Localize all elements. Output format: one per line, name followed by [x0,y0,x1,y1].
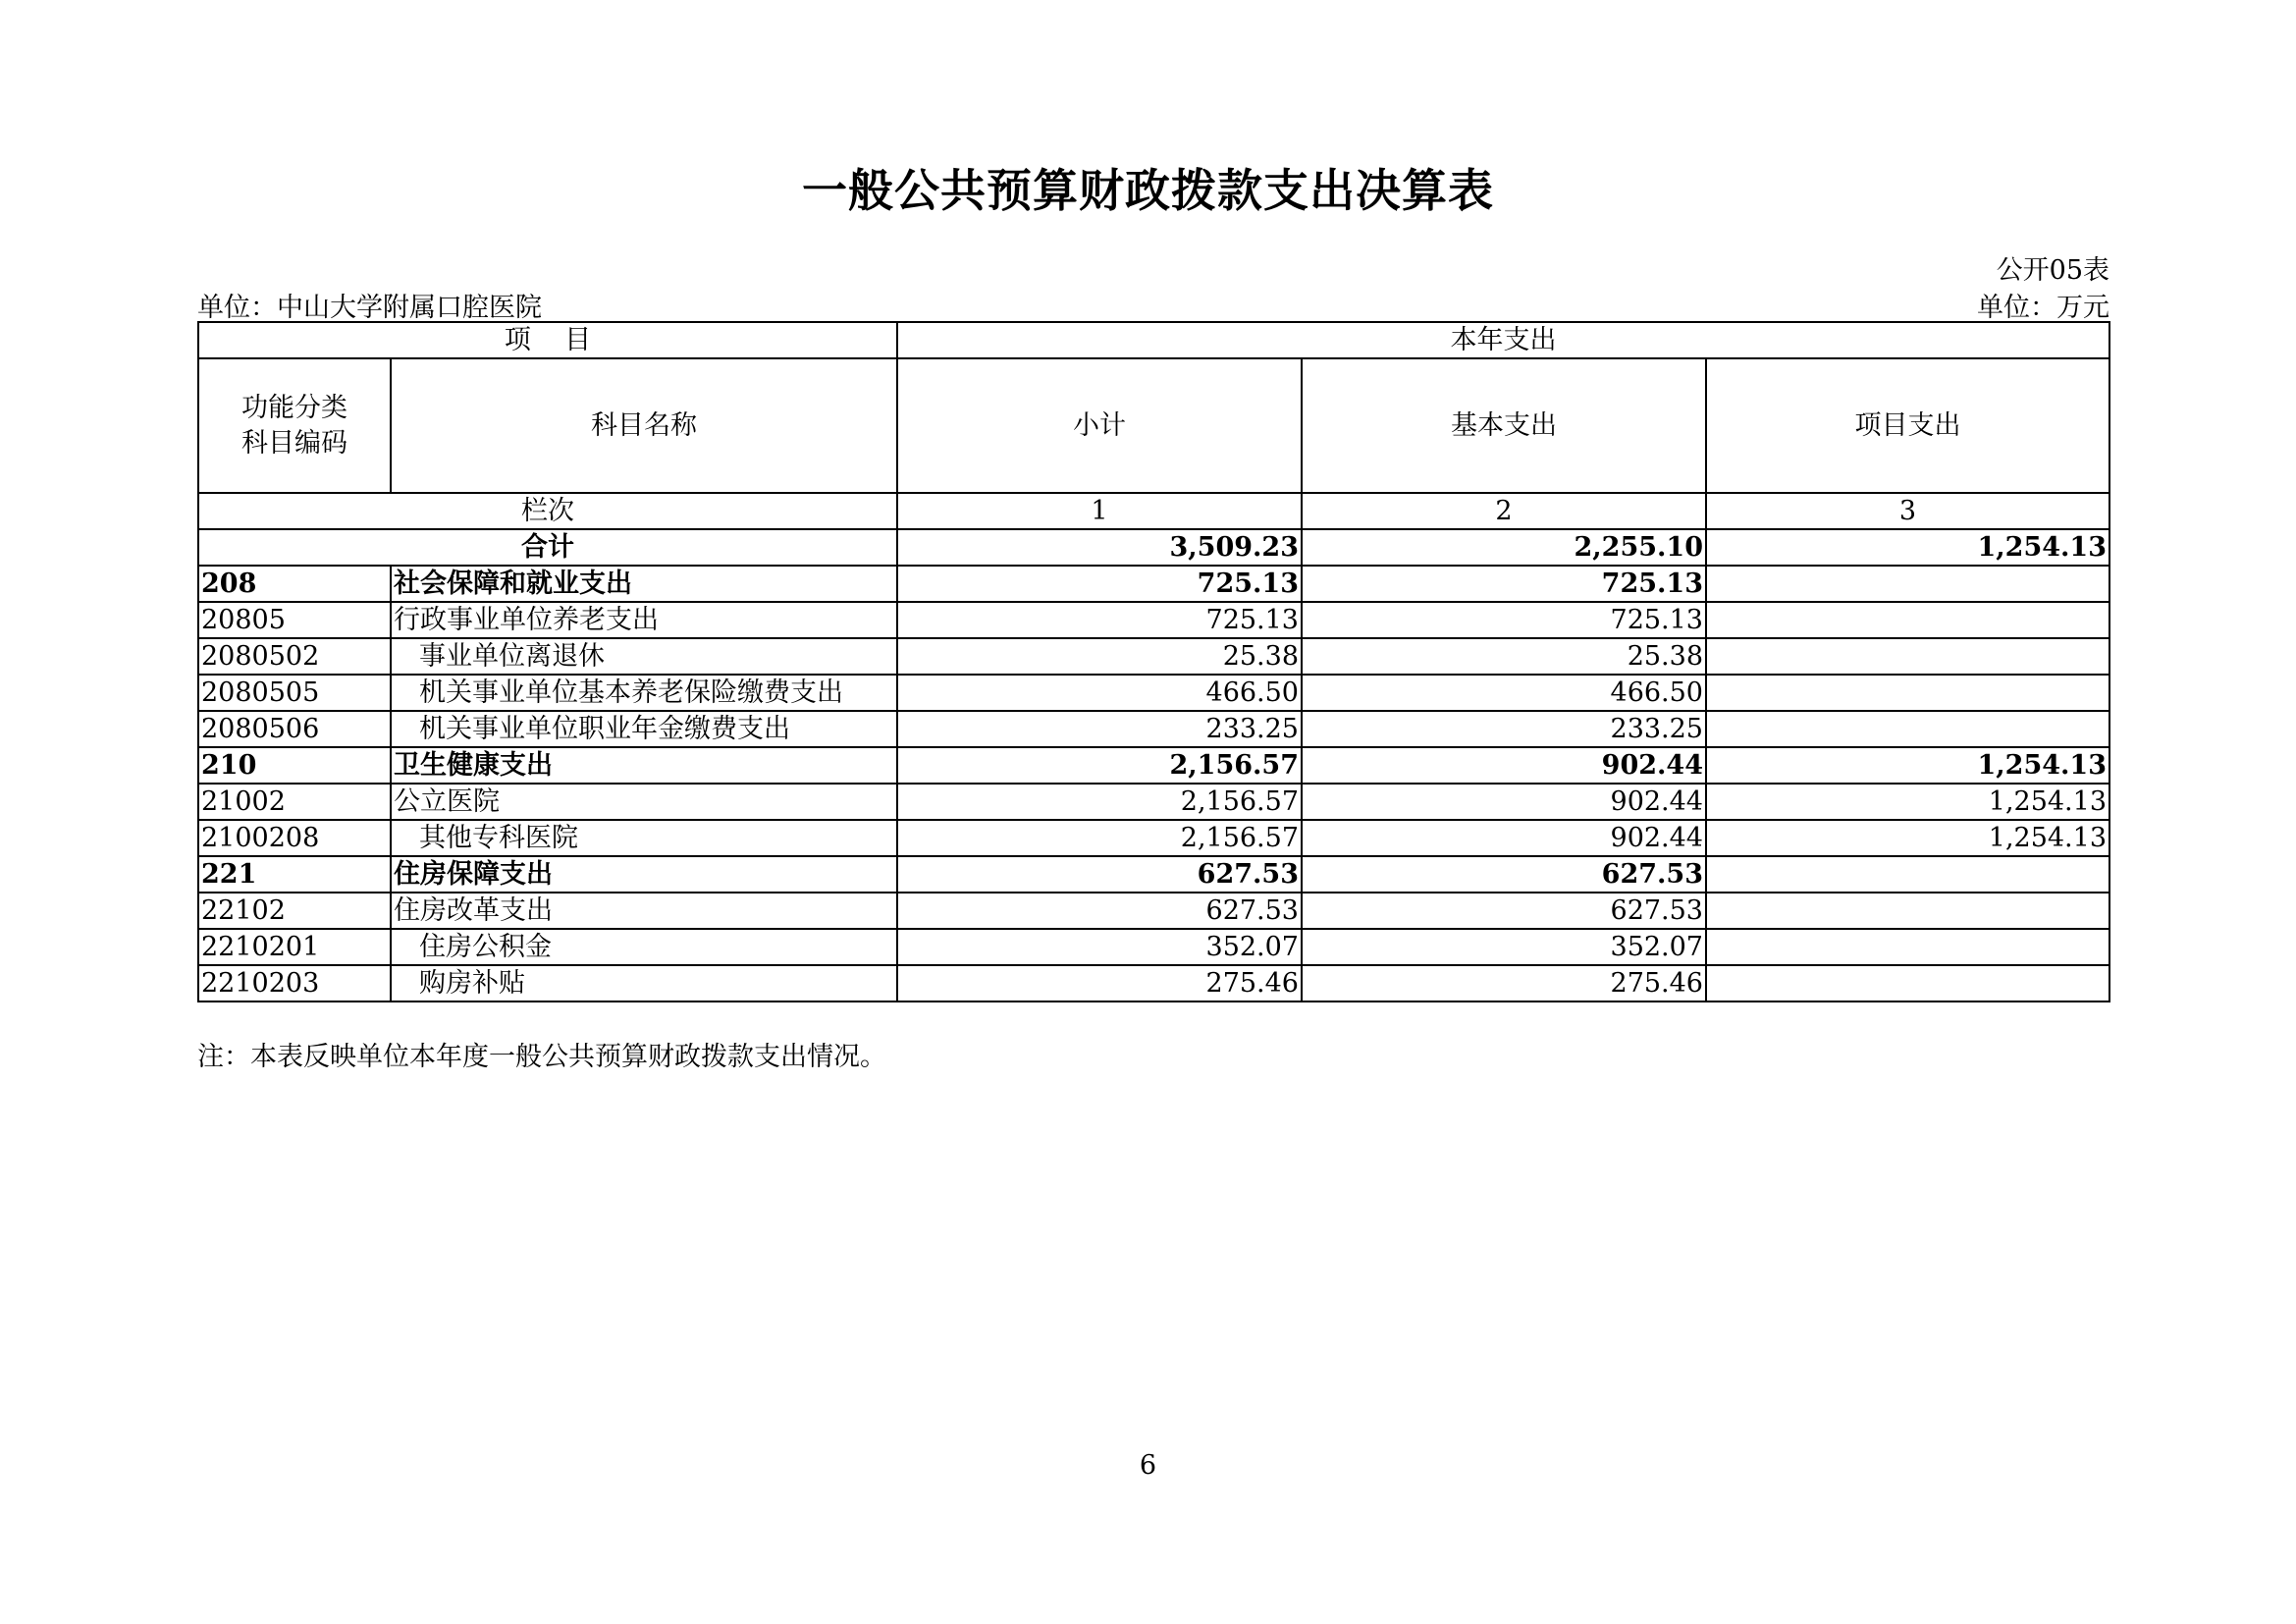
header-subtotal: 小计 [897,358,1302,493]
table-row [198,856,2109,893]
page-number: 6 [1139,1450,1157,1481]
row-code: 2210203 [198,965,391,1001]
form-number: 公开05表 [1996,255,2109,286]
total-row [198,529,2109,566]
row-name: 住房改革支出 [391,893,897,929]
row-code: 2210201 [198,929,391,965]
row-basic: 466.50 [1302,675,1706,711]
total-label: 合计 [198,529,897,566]
row-subtotal: 275.46 [897,965,1302,1001]
header-current-year: 本年支出 [897,322,2109,358]
row-code: 21002 [198,784,391,820]
row-project [1706,602,2109,638]
header-name: 科目名称 [391,358,897,493]
row-code: 2080502 [198,638,391,675]
row-basic: 627.53 [1302,893,1706,929]
col-index-2: 2 [1302,493,1706,529]
row-basic: 627.53 [1302,856,1706,893]
table-row [198,711,2109,747]
row-project [1706,893,2109,929]
row-subtotal: 725.13 [897,602,1302,638]
row-name: 事业单位离退休 [391,638,897,675]
row-subtotal: 2,156.57 [897,820,1302,856]
header-row-2 [198,358,2109,493]
row-project [1706,856,2109,893]
row-name: 购房补贴 [391,965,897,1001]
row-code: 2080505 [198,675,391,711]
table-row [198,929,2109,965]
row-project [1706,638,2109,675]
row-basic: 725.13 [1302,602,1706,638]
row-subtotal: 233.25 [897,711,1302,747]
row-project [1706,929,2109,965]
row-name: 住房公积金 [391,929,897,965]
header-basic: 基本支出 [1302,358,1706,493]
row-project: 1,254.13 [1706,784,2109,820]
row-project [1706,675,2109,711]
col-label: 栏次 [198,493,897,529]
row-subtotal: 627.53 [897,856,1302,893]
table-row [198,820,2109,856]
row-basic: 352.07 [1302,929,1706,965]
expenditure-table [197,321,2110,1002]
row-code: 20805 [198,602,391,638]
row-name: 社会保障和就业支出 [391,566,897,602]
table-row [198,747,2109,784]
row-basic: 275.46 [1302,965,1706,1001]
row-basic: 902.44 [1302,747,1706,784]
row-basic: 902.44 [1302,820,1706,856]
table-row [198,893,2109,929]
row-subtotal: 2,156.57 [897,747,1302,784]
column-index-row [198,493,2109,529]
row-name: 其他专科医院 [391,820,897,856]
row-subtotal: 352.07 [897,929,1302,965]
row-project: 1,254.13 [1706,820,2109,856]
total-project: 1,254.13 [1706,529,2109,566]
row-subtotal: 25.38 [897,638,1302,675]
row-code: 2100208 [198,820,391,856]
row-basic: 25.38 [1302,638,1706,675]
organization-unit: 单位：中山大学附属口腔医院 [197,293,542,323]
row-basic: 233.25 [1302,711,1706,747]
row-name: 卫生健康支出 [391,747,897,784]
header-project: 项目支出 [1706,358,2109,493]
page-title: 一般公共预算财政拨款支出决算表 [802,164,1494,217]
header-row-1 [198,322,2109,358]
table-row [198,675,2109,711]
row-basic: 725.13 [1302,566,1706,602]
row-subtotal: 627.53 [897,893,1302,929]
row-code: 221 [198,856,391,893]
row-name: 机关事业单位职业年金缴费支出 [391,711,897,747]
table-row [198,965,2109,1001]
table-row [198,602,2109,638]
row-name: 住房保障支出 [391,856,897,893]
row-subtotal: 725.13 [897,566,1302,602]
row-name: 公立医院 [391,784,897,820]
row-code: 208 [198,566,391,602]
row-project [1706,711,2109,747]
table-row [198,566,2109,602]
total-basic: 2,255.10 [1302,529,1706,566]
header-code: 功能分类 科目编码 [198,358,391,493]
row-project [1706,965,2109,1001]
row-code: 210 [198,747,391,784]
row-name: 机关事业单位基本养老保险缴费支出 [391,675,897,711]
table-note: 注：本表反映单位本年度一般公共预算财政拨款支出情况。 [197,1042,886,1072]
table-row [198,784,2109,820]
currency-unit: 单位：万元 [1977,293,2109,323]
row-code: 22102 [198,893,391,929]
row-basic: 902.44 [1302,784,1706,820]
col-index-1: 1 [897,493,1302,529]
total-subtotal: 3,509.23 [897,529,1302,566]
row-project [1706,566,2109,602]
col-index-3: 3 [1706,493,2109,529]
row-code: 2080506 [198,711,391,747]
row-subtotal: 466.50 [897,675,1302,711]
table-row [198,638,2109,675]
row-name: 行政事业单位养老支出 [391,602,897,638]
row-project: 1,254.13 [1706,747,2109,784]
row-subtotal: 2,156.57 [897,784,1302,820]
header-item: 项 目 [198,322,897,358]
